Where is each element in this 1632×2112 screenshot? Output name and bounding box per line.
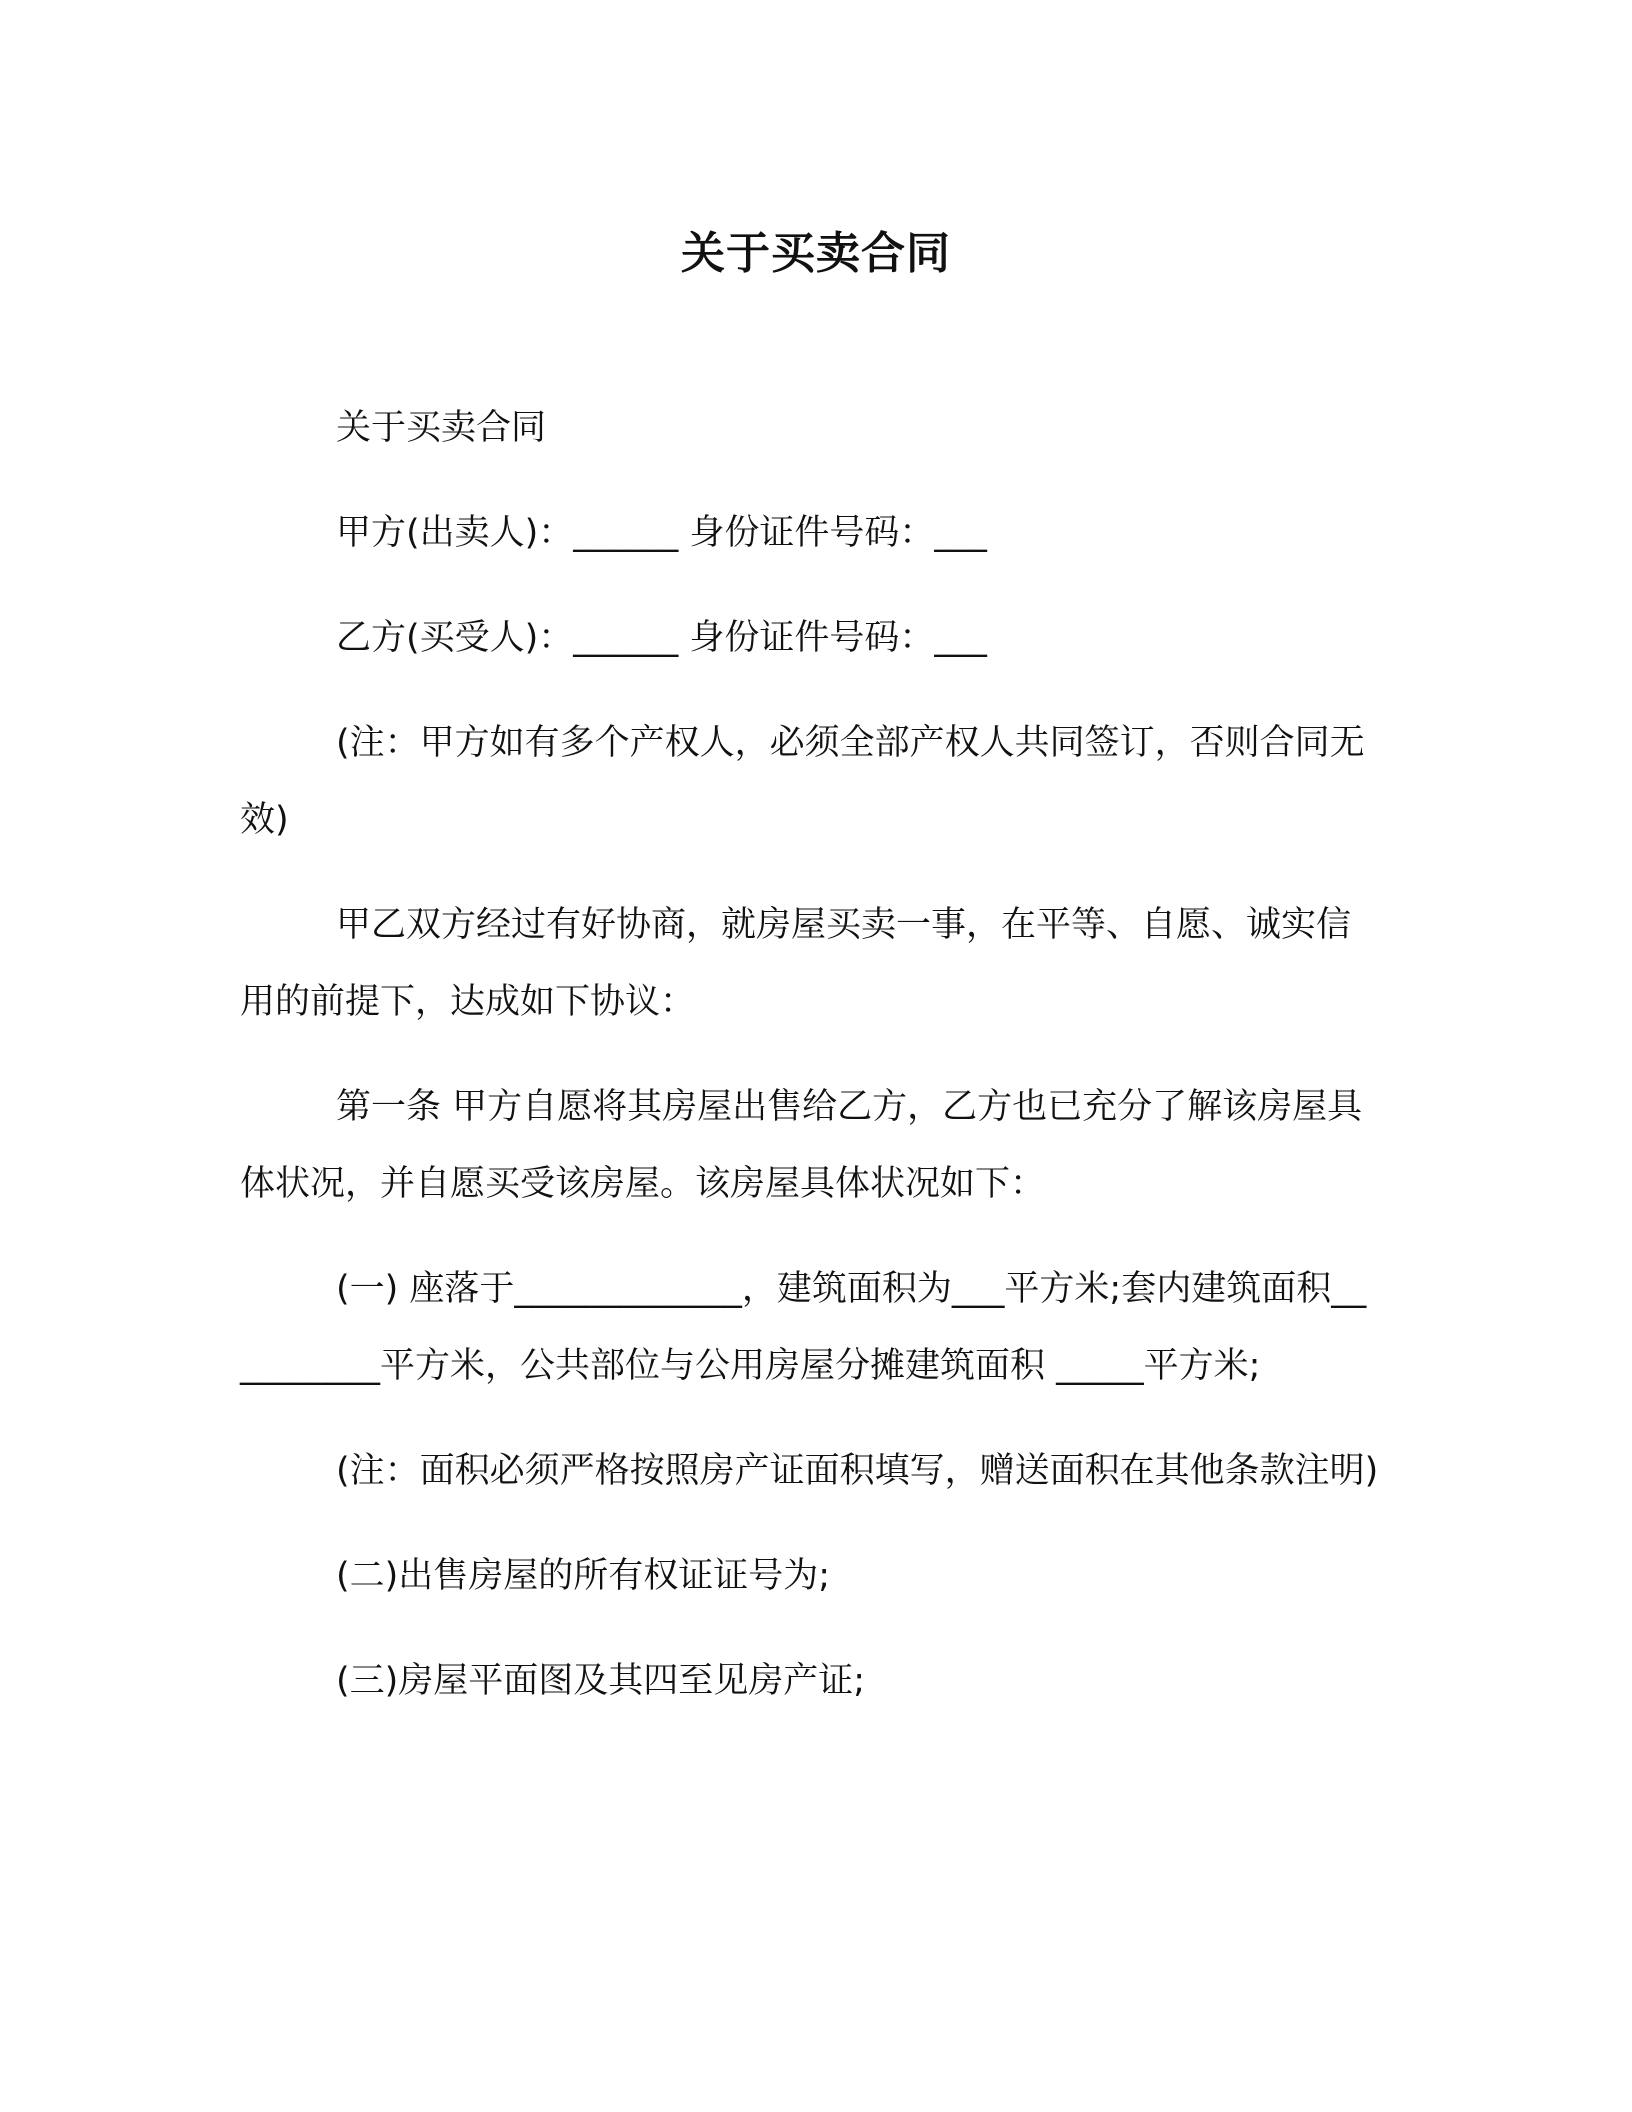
paragraph-item-2-certificate: (二)出售房屋的所有权证证号为; [336,1556,831,1596]
paragraph-item-3-floorplan: (三)房屋平面图及其四至见房产证; [336,1661,866,1701]
paragraph-note-area: (注：面积必须严格按照房产证面积填写，赠送面积在其他条款注明) [336,1451,1379,1491]
paragraph-agreement-intro: 甲乙双方经过有好协商，就房屋买卖一事，在平等、自愿、诚实信用的前提下，达成如下协议： [240,905,1352,1022]
paragraph-party-b: 乙方(买受人)：______ 身份证件号码：___ [336,618,987,658]
page-title: 关于买卖合同 [681,228,951,279]
paragraph-article-1: 第一条 甲方自愿将其房屋出售给乙方，乙方也已充分了解该房屋具体状况，并自愿买受该房屋。该房屋具体状况如下： [240,1087,1363,1204]
paragraph-item-1-location: (一) 座落于_____________，建筑面积为___平方米;套内建筑面积__________平方米，公共部位与公用房屋分摊建筑面积 _____平方米; [240,1269,1367,1386]
paragraph-party-a: 甲方(出卖人)：______ 身份证件号码：___ [336,513,987,553]
document-body [240,390,1382,1748]
paragraph-note-owners: (注：甲方如有多个产权人，必须全部产权人共同签订，否则合同无效) [240,723,1365,840]
paragraph-heading: 关于买卖合同 [336,408,547,448]
